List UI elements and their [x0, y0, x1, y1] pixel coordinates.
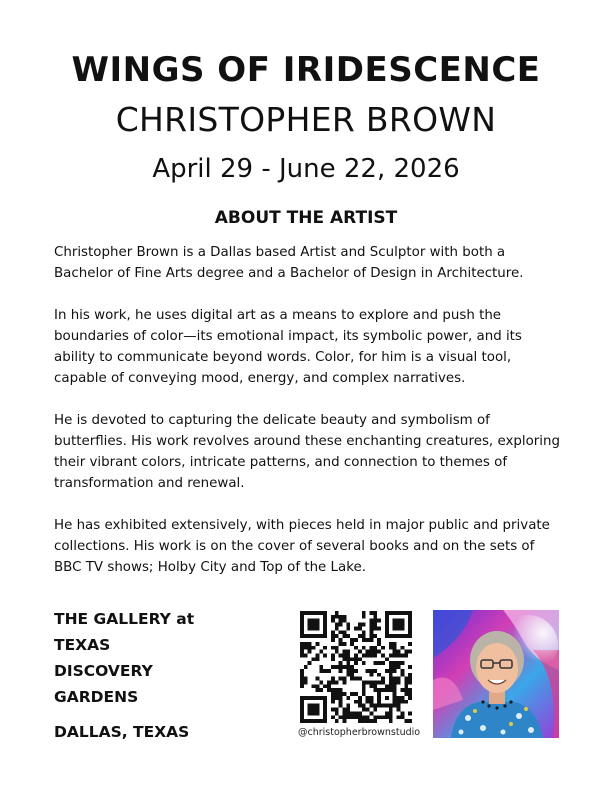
bio-paragraph: Christopher Brown is a Dallas based Artist and Sculptor with both a Bachelor of Fine Arts degree and a Bachelor of Design in Architecture. [54, 245, 524, 281]
venue-name [54, 606, 254, 710]
qr-code-icon[interactable] [300, 611, 412, 723]
about-heading: ABOUT THE ARTIST [214, 208, 398, 228]
venue-line: TEXAS [54, 636, 111, 654]
venue-line: GARDENS [54, 688, 139, 706]
exhibition-title: WINGS OF IRIDESCENCE [71, 50, 541, 90]
venue-line: THE GALLERY at [54, 610, 195, 628]
artist-bio [54, 242, 564, 578]
social-handle: @christopherbrownstudio [298, 727, 421, 738]
bio-paragraph: He is devoted to capturing the delicate beauty and symbolism of butterflies. His work revolves around these enchanting creatures, exploring their vibrant colors, intricate patterns, and connection to themes of transformation and renewal. [54, 413, 560, 491]
exhibition-dates: April 29 - June 22, 2026 [152, 154, 460, 184]
qr-block[interactable] [298, 611, 421, 738]
artist-name: CHRISTOPHER BROWN [115, 100, 497, 139]
artist-portrait-image [433, 610, 559, 738]
bio-paragraph: In his work, he uses digital art as a means to explore and push the boundaries of color—its emotional impact, its symbolic power, and its ability to communicate beyond words. Color, for him is a visual tool, capable of conveying mood, energy, and complex narratives. [54, 308, 522, 386]
bio-paragraph: He has exhibited extensively, with pieces held in major public and private collections. His work is on the cover of several books and on the sets of BBC TV shows; Holby City and Top of the Lake. [54, 518, 550, 575]
venue-city: DALLAS, TEXAS [54, 723, 190, 741]
venue-line: DISCOVERY [54, 662, 153, 680]
